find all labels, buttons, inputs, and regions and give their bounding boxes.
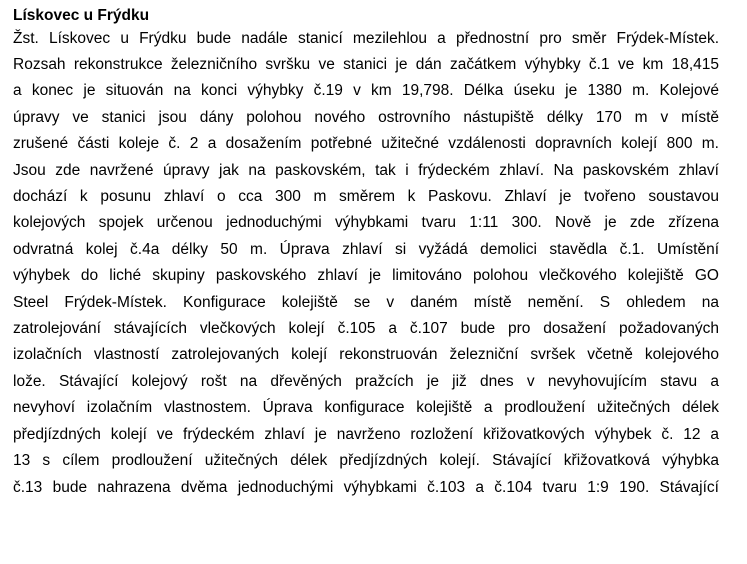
paragraph-line: dochází k posunu zhlaví o cca 300 m směrem k Paskovu. Zhlaví je tvořeno soustavou [13,188,719,206]
paragraph-line: Jsou zde navržené úpravy jak na paskovském, tak i frýdeckém zhlaví. Na paskovském zhlaví [13,161,719,179]
paragraph-line: 13 s cílem prodloužení užitečných délek předjízdných kolejí. Stávající křižovatková výhybka [13,452,719,470]
section-heading: Lískovec u Frýdku [13,7,150,24]
paragraph-line: odvratná kolej č.4a délky 50 m. Úprava zhlaví si vyžádá demolici stavědla č.1. Umístění [13,240,719,258]
paragraph-line: výhybek do liché skupiny paskovského zhlaví je limitováno polohou vlečkového kolejiště GO [13,267,719,285]
paragraph-line: kolejových spojek určenou jednoduchými výhybkami tvaru 1:11 300. Nově je zde zřízena [13,214,719,232]
document-page [13,6,719,501]
paragraph-line: Rozsah rekonstrukce železničního svršku ve stanici je dán začátkem výhybky č.1 ve km 18,415 [13,56,719,73]
paragraph-line: zrušené části koleje č. 2 a dosažením potřebné užitečné vzdálenosti dopravních kolejí 800 m. [13,135,719,153]
paragraph-line: Steel Frýdek-Místek. Konfigurace kolejiště se v daném místě nemění. S ohledem na [13,293,719,311]
paragraph-line: předjízdných kolejí ve frýdeckém zhlaví je navrženo rozložení křižovatkových výhybek č. 12 a [13,425,719,443]
paragraph-line: lože. Stávající kolejový rošt na dřevěných pražcích je již dnes v nevyhovujícím stavu a [13,372,719,390]
paragraph-line: nevyhoví izolačním vlastnostem. Úprava konfigurace kolejiště a prodloužení užitečných délek [13,399,719,417]
paragraph-line: č.13 bude nahrazena dvěma jednoduchými výhybkami č.103 a č.104 tvaru 1:9 190. Stávající [13,478,719,496]
paragraph-line: zatrolejování stávajících vlečkových kolejí č.105 a č.107 bude pro dosažení požadovaných [13,320,719,338]
paragraph [13,26,719,501]
paragraph-line: izolačních vlastností zatrolejovaných kolejí rekonstruován železniční svršek včetně kolejového [13,346,719,364]
paragraph-line: Žst. Lískovec u Frýdku bude nadále stanicí mezilehlou a přednostní pro směr Frýdek-Místek. [13,30,719,47]
paragraph-line: úpravy ve stanici jsou dány polohou nového ostrovního nástupiště délky 170 m v místě [13,108,719,126]
paragraph-line: a konec je situován na konci výhybky č.19 v km 19,798. Délka úseku je 1380 m. Kolejové [13,82,719,100]
